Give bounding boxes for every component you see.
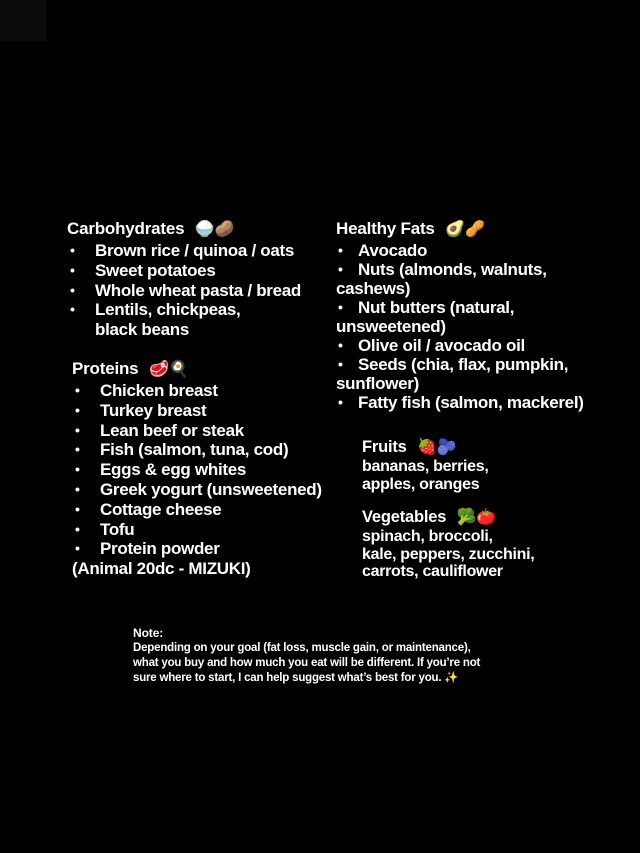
list-item: sure where to start, I can help suggest what’s best for you. ✨ xyxy=(133,672,459,684)
steak-fried-egg-emoji-icon: 🥩🍳 xyxy=(148,361,189,378)
list-item: Depending on your goal (fat loss, muscle gain, or maintenance), xyxy=(133,642,471,654)
healthy-fats-title xyxy=(336,219,636,240)
list-item-text: Sweet potatoes xyxy=(95,260,216,280)
list-item-text: cashews) xyxy=(336,279,411,298)
corner-artifact xyxy=(0,0,46,41)
list-item-text: unsweetened) xyxy=(336,317,446,336)
bullet-icon: • xyxy=(70,242,75,258)
list-item-text: Nut butters (natural, xyxy=(358,298,515,317)
section-vegetables xyxy=(362,508,612,581)
list-item xyxy=(67,261,367,281)
list-item-text: Brown rice / quinoa / oats xyxy=(95,241,295,260)
list-item-text: Eggs & egg whites xyxy=(100,460,247,480)
section-carbohydrates xyxy=(67,219,367,340)
broccoli-tomato-emoji-icon: 🥦🍅 xyxy=(456,509,497,526)
list-item: spinach, broccoli, xyxy=(362,528,493,545)
section-fruits xyxy=(362,438,612,493)
list-item xyxy=(72,401,382,421)
note-title: Note: xyxy=(133,626,164,640)
bullet-icon: • xyxy=(75,441,80,458)
bullet-icon: • xyxy=(75,500,80,517)
list-item-text: Protein powder xyxy=(100,539,220,559)
fruits-title xyxy=(362,438,612,457)
list-item: bananas, berries, xyxy=(362,458,489,475)
note-lines xyxy=(133,641,543,686)
vegetables-title-text: Vegetables xyxy=(362,508,447,526)
list-item-text: Whole wheat pasta / bread xyxy=(95,280,301,300)
list-item: kale, peppers, zucchini, xyxy=(362,545,535,563)
list-item-text: Chicken breast xyxy=(100,381,218,400)
list-item xyxy=(336,241,636,260)
list-item xyxy=(67,241,367,261)
list-item xyxy=(67,281,367,301)
bullet-icon: • xyxy=(75,461,80,478)
bullet-icon: • xyxy=(75,382,80,398)
carbohydrates-list xyxy=(67,241,367,340)
list-item xyxy=(72,559,382,579)
list-item-text: Lentils, chickpeas, xyxy=(95,300,241,320)
carbohydrates-title xyxy=(67,219,367,240)
section-proteins xyxy=(72,359,382,579)
list-item xyxy=(336,279,636,298)
avocado-peanuts-emoji-icon: 🥑🥜 xyxy=(445,221,485,238)
list-item xyxy=(72,480,382,500)
list-item xyxy=(336,260,636,279)
list-item-text: Fish (salmon, tuna, cod) xyxy=(100,440,289,460)
list-item-text: Cottage cheese xyxy=(100,499,222,519)
proteins-list xyxy=(72,381,382,579)
note-section xyxy=(133,626,543,686)
list-item xyxy=(72,520,382,540)
list-item-text: Seeds (chia, flax, pumpkin, xyxy=(358,355,569,374)
list-item-text: Tofu xyxy=(100,519,135,539)
rice-potato-emoji-icon: 🍚🥔 xyxy=(194,221,235,238)
vegetables-title xyxy=(362,508,612,527)
bullet-icon: • xyxy=(338,394,343,410)
list-item xyxy=(72,539,382,559)
list-item-text: Fatty fish (salmon, mackerel) xyxy=(358,393,584,412)
list-item: what you buy and how much you eat will be different. If you’re not xyxy=(133,657,481,669)
proteins-title-text: Proteins xyxy=(72,359,139,378)
list-item: carrots, cauliflower xyxy=(362,563,503,581)
bullet-icon: • xyxy=(75,540,80,557)
bullet-icon: • xyxy=(338,337,343,353)
fruits-list xyxy=(362,458,612,493)
healthy-fats-title-text: Healthy Fats xyxy=(336,219,435,238)
list-item-text: Olive oil / avocado oil xyxy=(358,336,525,355)
bullet-icon: • xyxy=(338,242,343,258)
list-item xyxy=(67,320,367,340)
bullet-icon: • xyxy=(75,401,80,418)
list-item-text: Avocado xyxy=(358,241,428,260)
fruits-title-text: Fruits xyxy=(362,438,407,456)
list-item xyxy=(72,500,382,520)
list-item xyxy=(72,381,382,401)
list-item-text: Turkey breast xyxy=(100,400,207,420)
list-item xyxy=(67,300,367,320)
bullet-icon: • xyxy=(75,480,80,497)
bullet-icon: • xyxy=(75,421,80,438)
bullet-icon: • xyxy=(70,261,75,278)
bullet-icon: • xyxy=(338,356,343,372)
list-item xyxy=(72,421,382,441)
list-item-text: black beans xyxy=(95,320,190,340)
bullet-icon: • xyxy=(338,299,343,315)
carbohydrates-title-text: Carbohydrates xyxy=(67,219,185,238)
list-item xyxy=(336,298,636,317)
list-item-text: Lean beef or steak xyxy=(100,420,244,440)
bullet-icon: • xyxy=(338,261,343,277)
list-item xyxy=(336,317,636,336)
list-item: apples, oranges xyxy=(362,475,480,493)
vegetables-list xyxy=(362,528,612,581)
bullet-icon: • xyxy=(75,520,80,537)
bullet-icon: • xyxy=(70,281,75,298)
list-item-text: sunflower) xyxy=(336,374,419,393)
list-item xyxy=(72,460,382,480)
list-item-text: Greek yogurt (unsweetened) xyxy=(100,479,322,499)
list-item xyxy=(336,336,636,355)
list-item-text: Nuts (almonds, walnuts, xyxy=(358,260,547,279)
strawberry-blueberries-emoji-icon: 🍓🫐 xyxy=(417,439,457,456)
list-item xyxy=(72,440,382,460)
list-item-text: (Animal 20dc - MIZUKI) xyxy=(72,559,251,579)
bullet-icon: • xyxy=(70,301,75,318)
proteins-title xyxy=(72,359,382,380)
